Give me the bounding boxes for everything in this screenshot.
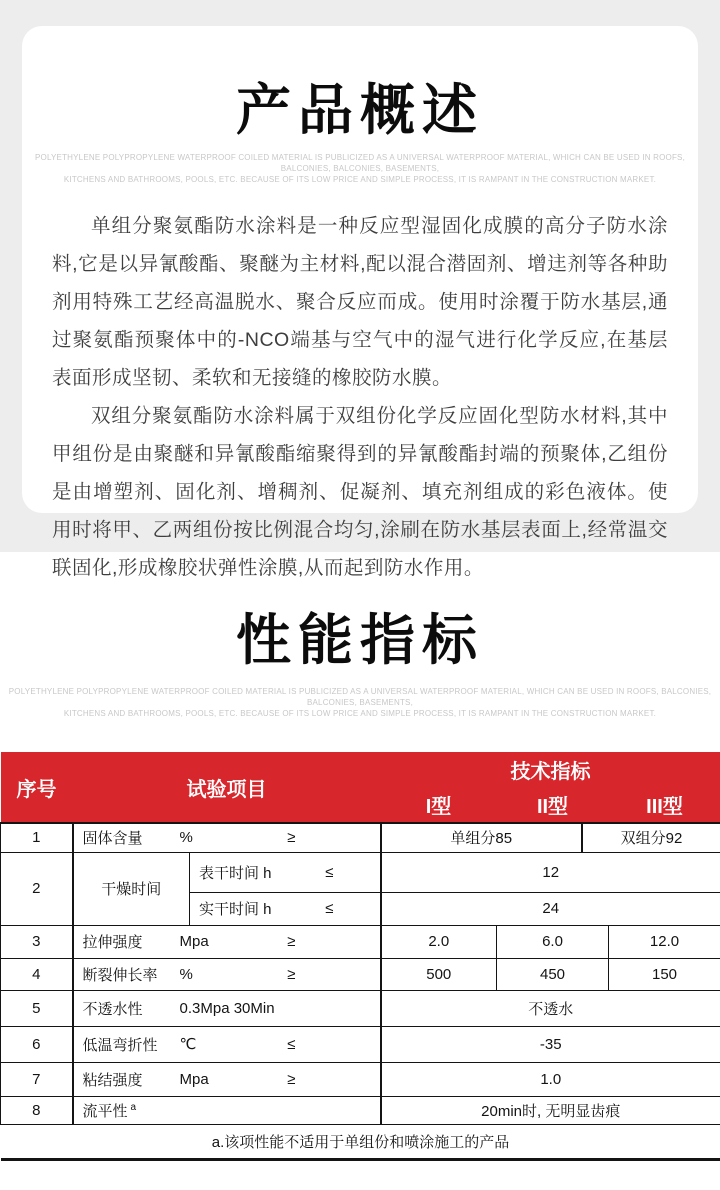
- spec-table: [0, 752, 720, 1161]
- spec-row-4: [1, 958, 720, 990]
- row2a-subitem-name: 表干时间 h: [199, 864, 272, 882]
- row4-value-type3: 150: [609, 958, 720, 990]
- overview-subtitle-line1: POLYETHYLENE POLYPROPYLENE WATERPROOF COILED MATERIAL IS PUBLICIZED AS A UNIVERSAL WATERPROOF MATERIAL, WHICH CAN BE USED IN ROOFS, BALCONIES, BALCONIES, BASEMENTS,: [34, 153, 686, 173]
- row8-number: 8: [1, 1096, 73, 1124]
- row6-lte-symbol: ≤: [287, 1035, 296, 1053]
- row5-number: 5: [1, 990, 73, 1026]
- row1-item: [73, 823, 381, 852]
- row7-item-name: 粘结强度: [82, 1071, 143, 1089]
- row2a-subitem: [190, 852, 381, 892]
- row3-item-unit: Mpa: [179, 933, 209, 950]
- row6-number: 6: [1, 1026, 73, 1062]
- row1-value-double-component: 双组分92: [620, 830, 683, 848]
- row2b-subitem-name: 实干时间 h: [199, 901, 272, 918]
- row3-item-name: 拉伸强度: [82, 934, 143, 951]
- header-cell-type1: I型: [381, 786, 497, 823]
- row6-item: [73, 1026, 381, 1062]
- row4-value-type2: 450: [497, 958, 609, 990]
- overview-card: [22, 26, 698, 579]
- row1-item-name: 固体含量: [82, 830, 143, 848]
- row1-item-unit: %: [179, 829, 193, 847]
- performance-section: [0, 552, 720, 1161]
- row1-gte-symbol: ≥: [287, 829, 296, 847]
- row7-item: [73, 1062, 381, 1096]
- spec-row-6: [1, 1026, 720, 1062]
- row7-gte-symbol: ≥: [287, 1070, 296, 1088]
- row5-value: 不透水: [381, 990, 720, 1026]
- spec-row-8: [1, 1096, 720, 1124]
- row1-values: [381, 823, 720, 852]
- row7-item-unit: Mpa: [179, 1070, 209, 1088]
- row4-number: 4: [1, 958, 73, 990]
- header-cell-type3: III型: [609, 786, 720, 823]
- row2b-subitem: [190, 892, 381, 925]
- row6-value: -35: [381, 1026, 720, 1062]
- overview-subtitle-en: [22, 152, 698, 185]
- overview-subtitle-line2: KITCHENS AND BATHROOMS, POOLS, ETC. BECAUSE OF ITS LOW PRICE AND SIMPLE PROCESS, IT IS RAMPANT IN THE CONSTRUCTION MARKET.: [63, 175, 657, 184]
- row8-footnote-marker: a: [130, 1101, 137, 1113]
- performance-subtitle-line2: KITCHENS AND BATHROOMS, POOLS, ETC. BECAUSE OF ITS LOW PRICE AND SIMPLE PROCESS, IT IS RAMPANT IN THE CONSTRUCTION MARKET.: [63, 709, 657, 718]
- row2b-lte-symbol: ≤: [325, 900, 334, 917]
- row2a-lte-symbol: ≤: [325, 863, 334, 881]
- spec-header-row-1: [1, 752, 720, 786]
- row4-gte-symbol: ≥: [287, 965, 296, 983]
- spec-footnote: a.该项性能不适用于单组份和喷涂施工的产品: [1, 1124, 720, 1159]
- row3-number: 3: [1, 925, 73, 958]
- header-cell-tech: 技术指标: [381, 752, 720, 786]
- row8-item-name: 流平性 $^a$: [82, 1101, 137, 1120]
- spec-footnote-row: [1, 1124, 720, 1159]
- row3-value-type2: 6.0: [497, 925, 609, 958]
- performance-subtitle-en: [0, 686, 720, 719]
- header-cell-no: 序号: [1, 752, 73, 823]
- row2b-value: 24: [381, 892, 720, 925]
- row3-value-type1: 2.0: [381, 925, 497, 958]
- row3-value-type3: 12.0: [609, 925, 720, 958]
- spec-row-1: [1, 823, 720, 852]
- overview-paragraphs: [22, 207, 698, 587]
- overview-paragraph-2: 双组分聚氨酯防水涂料属于双组份化学反应固化型防水材料,其中甲组份是由聚醚和异氰酸酯缩聚得到的异氰酸酯封端的预聚体,乙组份是由增塑剂、固化剂、增稠剂、促凝剂、填充剂组成的彩色液体。使用时将甲、乙两组份按比例混合均匀,涂刷在防水基层表面上,经常温交联固化,形成橡胶状弹性涂膜,从而起到防水作用。: [52, 405, 668, 579]
- row2-item-name: 干燥时间: [73, 852, 190, 925]
- spec-row-5: [1, 990, 720, 1026]
- row4-value-type1: 500: [381, 958, 497, 990]
- row3-item: [73, 925, 381, 958]
- row2-number: 2: [1, 852, 73, 925]
- row4-item-unit: %: [179, 965, 193, 983]
- header-cell-item: 试验项目: [73, 752, 381, 823]
- row1-number: 1: [1, 823, 73, 852]
- row4-item-name: 断裂伸长率: [82, 966, 158, 984]
- row3-gte-symbol: ≥: [287, 933, 296, 950]
- row6-item-unit: ℃: [179, 1036, 197, 1053]
- spec-row-7: [1, 1062, 720, 1096]
- overview-title: 产品概述: [235, 79, 484, 141]
- row7-number: 7: [1, 1062, 73, 1096]
- row8-value: 20min时, 无明显齿痕: [381, 1096, 720, 1124]
- performance-subtitle-line1: POLYETHYLENE POLYPROPYLENE WATERPROOF COILED MATERIAL IS PUBLICIZED AS A UNIVERSAL WATERPROOF MATERIAL, WHICH CAN BE USED IN ROOFS, BALCONIES, BALCONIES, BASEMENTS,: [8, 687, 712, 707]
- header-cell-type2: II型: [497, 786, 609, 823]
- row5-item-name: 不透水性: [82, 1000, 143, 1018]
- row1-value-single-component: 单组分85: [382, 824, 583, 852]
- row7-value: 1.0: [381, 1062, 720, 1096]
- row8-item: [73, 1096, 381, 1124]
- performance-title: 性能指标: [235, 609, 484, 671]
- spec-row-2a: [1, 852, 720, 892]
- row2a-value: 12: [381, 852, 720, 892]
- row6-item-name: 低温弯折性: [82, 1036, 158, 1054]
- row4-item: [73, 958, 381, 990]
- row5-item-unit: 0.3Mpa 30Min: [179, 999, 275, 1017]
- spec-row-3: [1, 925, 720, 958]
- overview-paragraph-1: 单组分聚氨酯防水涂料是一种反应型湿固化成膜的高分子防水涂料,它是以异氰酸酯、聚醚为主材料,配以混合潜固剂、增迬剂等各种助剂用特殊工艺经高温脱水、聚合反应而成。使用时涂覆于防水基层,通过聚氨酯预聚体中的-NCO端基与空气中的湿气进行化学反应,在基层表面形成坚韧、柔软和无接缝的橡胶防水膜。: [52, 215, 668, 389]
- row5-item: [73, 990, 381, 1026]
